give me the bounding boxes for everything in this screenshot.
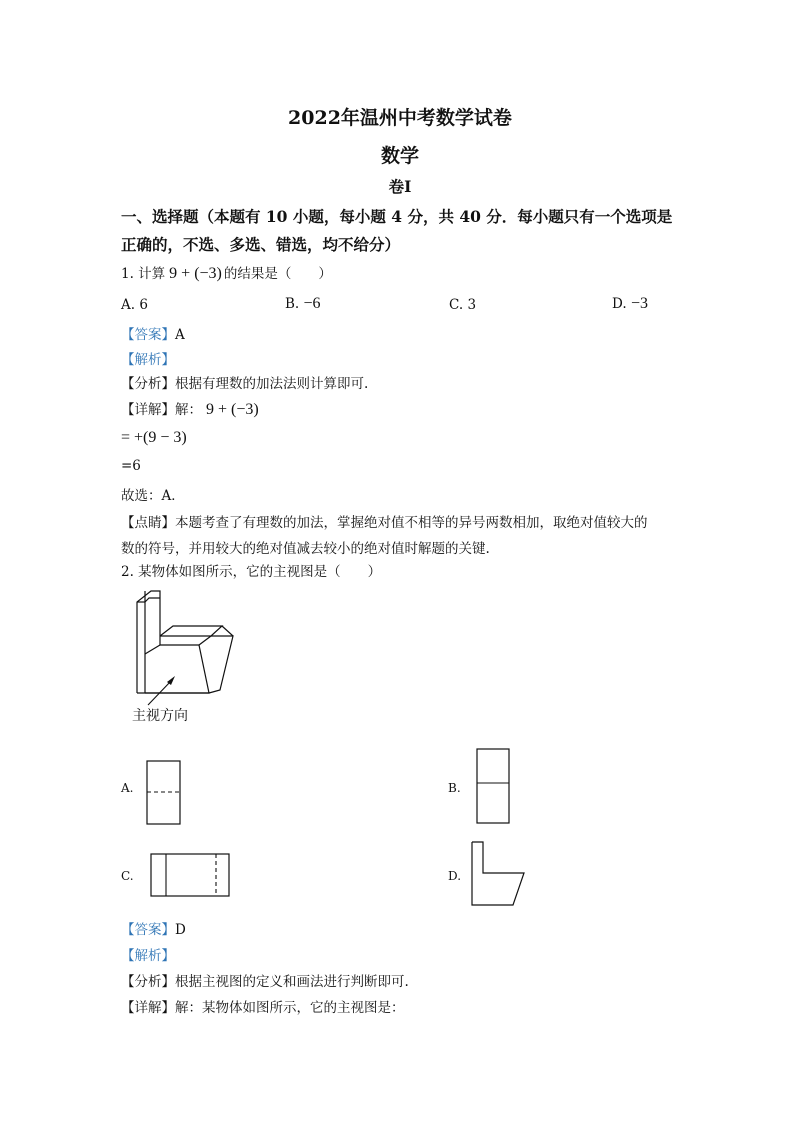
section-heading-line2: 正确的，不选、多选、错选，均不给分） xyxy=(121,235,401,254)
q1-answer: 【答案】A xyxy=(121,327,185,343)
q2-fenxi: 【分析】根据主视图的定义和画法进行判断即可. xyxy=(121,974,409,990)
q2-figure-caption: 主视方向 xyxy=(132,708,188,724)
q2-option-a-label: A. xyxy=(121,781,134,795)
q2-option-d-figure xyxy=(469,840,529,908)
q2-answer: 【答案】D xyxy=(121,922,186,938)
answer-tag: 【答案】 xyxy=(121,922,175,938)
q2-option-a-figure xyxy=(146,760,182,826)
q1-fenxi: 【分析】根据有理数的加法法则计算即可. xyxy=(121,376,369,392)
q2-option-c-label: C. xyxy=(121,869,134,883)
q1-expression: 9 + (−3) xyxy=(169,265,222,282)
q1-step2: =6 xyxy=(121,458,141,474)
q1-option-d: D. −3 xyxy=(612,295,648,312)
q2-option-d-label: D. xyxy=(448,869,462,883)
section-heading-line1: 一、选择题（本题有 10 小题，每小题 4 分，共 40 分．每小题只有一个选项是 xyxy=(121,207,673,226)
q1-step1: = +(9 − 3) xyxy=(121,429,187,446)
q2-option-c-figure xyxy=(150,853,232,899)
subject-title: 数学 xyxy=(380,145,419,167)
q1-comment-line2: 数的符号，并用较大的绝对值减去较小的绝对值时解题的关键. xyxy=(121,541,490,557)
q1-comment-line1: 【点睛】本题考查了有理数的加法，掌握绝对值不相等的异号两数相加，取绝对值较大的 xyxy=(121,515,648,531)
volume-title: 卷Ⅰ xyxy=(388,177,412,196)
page-title: 2022年温州中考数学试卷 xyxy=(288,107,512,129)
answer-tag: 【答案】 xyxy=(121,327,175,343)
q1-choose: 故选：A． xyxy=(121,488,185,504)
q2-analysis-tag: 【解析】 xyxy=(121,948,175,964)
q2-detail: 【详解】解：某物体如图所示，它的主视图是： xyxy=(121,1000,405,1016)
q2-option-b-figure xyxy=(476,748,512,826)
q1-suffix: 的结果是（ ） xyxy=(223,266,332,282)
q2-stem: 2. 某物体如图所示，它的主视图是（ ） xyxy=(121,564,382,580)
q1-option-a: A. 6 xyxy=(121,297,148,313)
q1-option-c: C. 3 xyxy=(449,297,477,313)
q1-analysis-tag: 【解析】 xyxy=(121,352,175,368)
q1-stem xyxy=(121,262,332,283)
q1-detail: 【详解】解： 9 + (−3) xyxy=(121,401,259,418)
q1-option-b: B. −6 xyxy=(285,295,321,312)
q2-option-b-label: B. xyxy=(448,781,461,795)
q1-prefix: 1. 计算 xyxy=(121,266,166,282)
